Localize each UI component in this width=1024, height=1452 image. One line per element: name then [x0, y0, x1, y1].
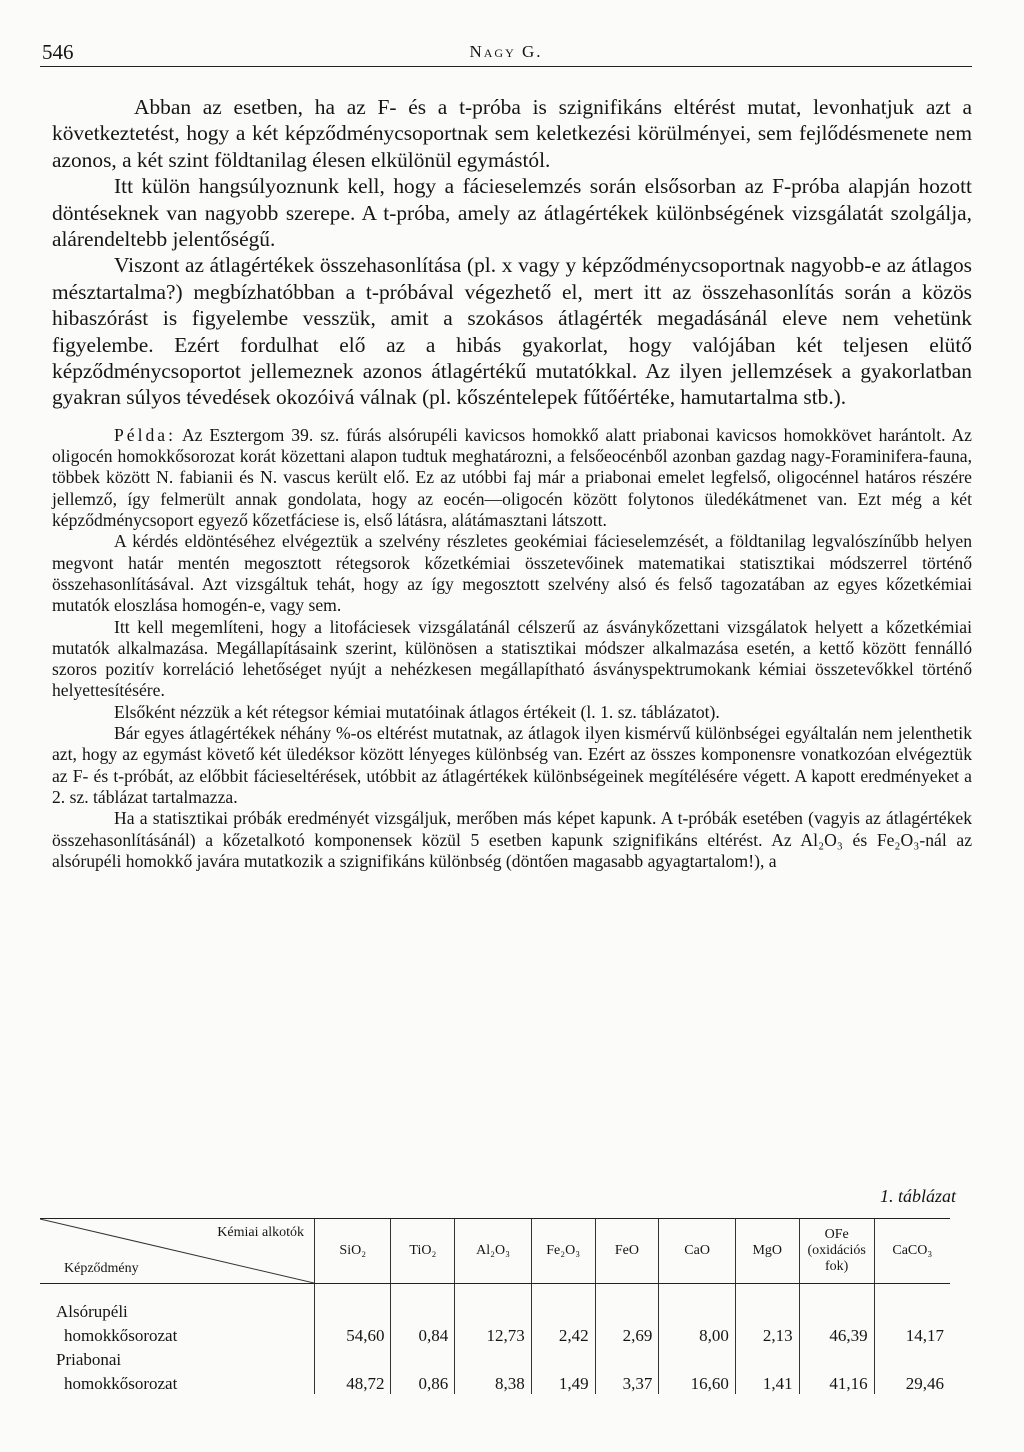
table-cell: 3,37 — [595, 1370, 659, 1394]
table-cell: 1,41 — [735, 1370, 799, 1394]
table-row — [40, 1322, 950, 1346]
table-cell: 54,60 — [315, 1322, 391, 1346]
row-group-label: Alsórupéli — [56, 1302, 128, 1321]
table-cell: 48,72 — [315, 1370, 391, 1394]
paragraph: Elsőként nézzük a két rétegsor kémiai mutatóinak átlagos értékeit (l. 1. sz. táblázatot). — [114, 701, 720, 722]
table-cell: 2,69 — [595, 1322, 659, 1346]
example-label: Példa: — [114, 424, 176, 445]
table-cell: 16,60 — [659, 1370, 735, 1394]
table-title: 1. táblázat — [879, 1186, 956, 1206]
example-paragraph — [52, 425, 972, 531]
table-group-row — [40, 1346, 950, 1370]
row-label: homokkősorozat — [64, 1326, 178, 1345]
table-cell: 12,73 — [455, 1322, 531, 1346]
table-header-row — [40, 1219, 950, 1284]
article-body — [52, 94, 972, 872]
paragraph: Ha a statisztikai próbák eredményét vizsgáljuk, merőben más képet kapunk. A t-próbák esetében (vagyis az átlagértékek összehasonlításánál) a kőzetalkotó komponensek közül 5 esetben kapunk szignifikáns eltérést. Az Al₂O₃ és Fe₂O₃-nál az alsórupéli homokkő javára mutatkozik a szignifikáns különbség (döntően magasabb agyagtartalom!), a — [52, 808, 972, 871]
paragraph: Itt külön hangsúlyoznunk kell, hogy a fácieselemzés során elsősorban az F-próba alapján hozott döntéseknek van nagyobb szerepe. A t-próba, amely az átlagértékek különbségének vizsgálatát szolgálja, alárendeltebb jelentőségű. — [52, 174, 972, 252]
table-cell: 41,16 — [799, 1370, 874, 1394]
column-header: Al₂O₃ — [455, 1219, 531, 1284]
table-group-row — [40, 1284, 950, 1323]
data-table — [40, 1218, 950, 1394]
page-header — [40, 36, 972, 67]
table-cell: 14,17 — [874, 1322, 950, 1346]
table-cell: 29,46 — [874, 1370, 950, 1394]
page-number: 546 — [42, 40, 74, 64]
table-cell: 2,42 — [531, 1322, 595, 1346]
paragraph: Viszont az átlagértékek összehasonlítása (pl. x vagy y képződménycsoportnak nagyobb-e az átlagos mésztartalma?) megbízhatóbban a t-próbával végezhető el, mert itt az összehasonlítás során a közös hibaszórást is figyelembe vesszük, amit a szokásos átlagérték megadásánál eleve nem vehetünk figyelembe. Ezért fordulhat elő az a hibás gyakorlat, hogy valójában két teljesen elütő képződménycsoportot jellemeznek azonos átlagértékű mutatókkal. Az ilyen jellemzések a gyakorlatban gyakran súlyos tévedések okozóivá válnak (pl. kőszéntelepek fűtőértéke, hamutartalma stb.). — [52, 253, 972, 410]
table-cell: 8,00 — [659, 1322, 735, 1346]
row-label: homokkősorozat — [64, 1374, 178, 1393]
paragraph: Itt kell megemlíteni, hogy a litofáciesek vizsgálatánál célszerű az ásványkőzettani vizsgálatok helyett a kőzetkémiai mutatók alkalmazása. Megállapításaink szerint, különösen a statisztikai módszer alkalmazása esetén, a kettő között fennálló szoros pozitív korreláció lehetőséget nyújt a nehézkesen megállapítható ásványspektrumokank kémiai összetevőkkel történő helyettesítésére. — [52, 616, 972, 701]
column-header: FeO — [595, 1219, 659, 1284]
table-cell: 46,39 — [799, 1322, 874, 1346]
paragraph: A kérdés eldöntéséhez elvégeztük a szelvény részletes geokémiai fácieselemzését, a földtanilag legvalószínűbb helyen megvont határ mentén megosztott rétegsorok kőzetkémiai összetevőinek matematikai statisztikai módszerrel történő összehasonlításával. Azt vizsgáltuk tehát, hogy az így megosztott szelvény alsó és felső tagozatában az egyes kőzetkémiai mutatók eloszlása homogén-e, vagy sem. — [52, 531, 972, 616]
column-header: TiO₂ — [391, 1219, 455, 1284]
column-header: OFe (oxidációs fok) — [799, 1219, 874, 1284]
column-header: Fe₂O₃ — [531, 1219, 595, 1284]
table-corner-cell — [40, 1219, 315, 1284]
column-header: CaCO₃ — [874, 1219, 950, 1284]
corner-label-components: Kémiai alkotók — [217, 1225, 304, 1240]
running-head: Nagy G. — [469, 42, 543, 61]
table-cell: 0,86 — [391, 1370, 455, 1394]
paragraph: Bár egyes átlagértékek néhány %-os eltérést mutatnak, az átlagok ilyen kismérvű különbségei egyáltalán nem jelenthetik azt, hogy az egymást követő két üledéksor között lényeges különbség van. Ezért az összes komponensre vonatkozóan elvégeztük az F- és t-próbát, az előbbit fácieseltérések, utóbbit az átlagértékek különbségeinek megítélésére végett. A kapott eredményeket a 2. sz. táblázat tartalmazza. — [52, 723, 972, 807]
table-cell: 1,49 — [531, 1370, 595, 1394]
column-header: MgO — [735, 1219, 799, 1284]
row-group-label: Priabonai — [56, 1350, 122, 1369]
table-cell: 0,84 — [391, 1322, 455, 1346]
table-row — [40, 1370, 950, 1394]
example-text: Az Esztergom 39. sz. fúrás alsórupéli kavicsos homokkő alatt priabonai kavicsos homokkövet harántolt. Az oligocén homokkősorozat korát közettani alapon tudtuk meghatározni, a felsőeocénből azonban gazdag nagy-Foraminifera-fauna, többek között N. fabianii és N. vascus került elő. Ez az utóbbi faj már a priabonai emelet legfelső, oligocénnel határos részére jellemző, így felmerült annak gondolata, hogy az eocén—oligocén között folytonos üledékátmenet van. Ezt még a két képződménycsoport egyező kőzetfáciese is, első látásra, alátámasztani látszott. — [52, 424, 972, 531]
table-cell: 8,38 — [455, 1370, 531, 1394]
corner-label-formation: Képződmény — [64, 1261, 139, 1276]
table-cell: 2,13 — [735, 1322, 799, 1346]
paragraph: Abban az esetben, ha az F- és a t-próba is szignifikáns eltérést mutat, levonhatjuk azt a következtetést, hogy a két képződménycsoportnak sem keletkezési körülményei, sem fejlődésmenete nem azonos, a két szint földtanilag élesen elkülönül egymástól. — [52, 95, 972, 172]
column-header: SiO₂ — [315, 1219, 391, 1284]
column-header: CaO — [659, 1219, 735, 1284]
